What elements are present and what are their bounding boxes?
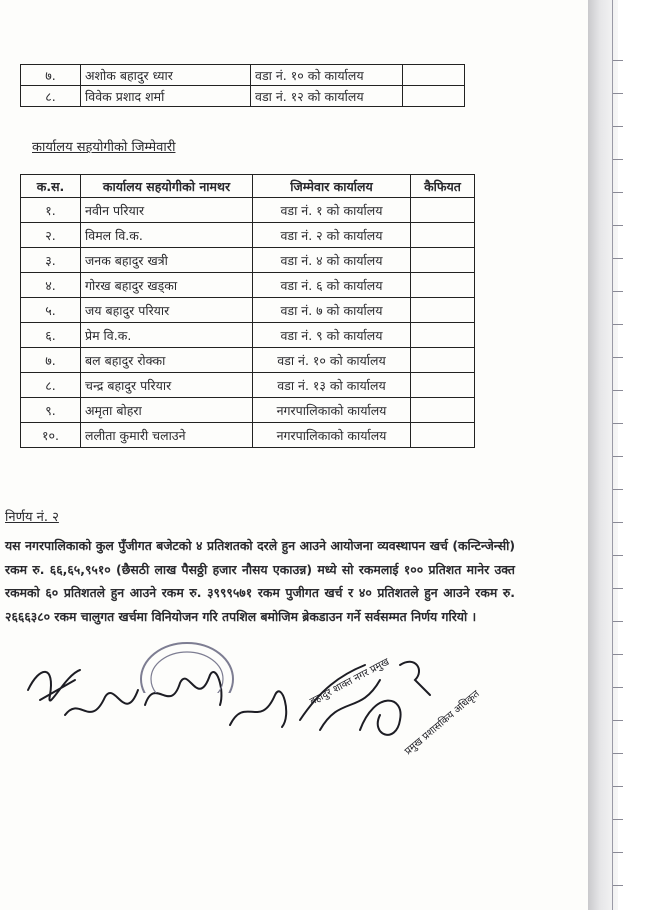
name-cell: बल बहादुर रोक्का: [81, 348, 253, 373]
office-cell: वडा नं. २ को कार्यालय: [253, 223, 411, 248]
office-cell: वडा नं. ७ को कार्यालय: [253, 298, 411, 323]
margin-tick: [613, 324, 623, 325]
serial-cell: ४.: [21, 273, 81, 298]
name-cell: विवेक प्रशाद शर्मा: [81, 86, 251, 107]
margin-tick: [613, 225, 623, 226]
name-cell: जनक बहादुर खत्री: [81, 248, 253, 273]
serial-cell: ८.: [21, 373, 81, 398]
margin-tick: [613, 60, 623, 61]
office-cell: वडा नं. १० को कार्यालय: [253, 348, 411, 373]
serial-cell: ३.: [21, 248, 81, 273]
margin-tick: [613, 522, 623, 523]
office-cell: वडा नं. ६ को कार्यालय: [253, 273, 411, 298]
remark-cell: [403, 65, 465, 86]
margin-tick: [613, 819, 623, 820]
office-cell: वडा नं. ४ को कार्यालय: [253, 248, 411, 273]
margin-tick: [613, 753, 623, 754]
table-row: [21, 423, 475, 448]
remark-cell: [411, 273, 475, 298]
column-header: क.स.: [21, 175, 81, 198]
table-row: [21, 348, 475, 373]
remark-cell: [411, 248, 475, 273]
page-edge-shadow: [588, 0, 618, 910]
signatures-drawing: [20, 635, 490, 775]
remark-cell: [411, 323, 475, 348]
decision-title: निर्णय नं. २: [5, 510, 59, 525]
binder-margin-rule: [612, 0, 613, 910]
margin-tick: [613, 489, 623, 490]
table-row: [21, 373, 475, 398]
table-row: [21, 223, 475, 248]
remark-cell: [411, 348, 475, 373]
office-stamp: [132, 635, 242, 693]
margin-tick: [613, 687, 623, 688]
name-cell: अमृता बोहरा: [81, 398, 253, 423]
office-cell: नगरपालिकाको कार्यालय: [253, 423, 411, 448]
margin-tick: [613, 852, 623, 853]
name-cell: नवीन परियार: [81, 198, 253, 223]
signature-caption: प्रमुख प्रशासकिय अधिकृत: [402, 688, 482, 758]
remark-cell: [411, 298, 475, 323]
serial-cell: ५.: [21, 298, 81, 323]
office-cell: वडा नं. ९ को कार्यालय: [253, 323, 411, 348]
remark-cell: [411, 223, 475, 248]
name-cell: अशोक बहादुर ध्यार: [81, 65, 251, 86]
remark-cell: [411, 373, 475, 398]
margin-tick: [613, 786, 623, 787]
assignment-table-continued: [20, 64, 465, 107]
margin-tick: [613, 621, 623, 622]
name-cell: प्रेम वि.क.: [81, 323, 253, 348]
column-header: कार्यालय सहयोगीको नामथर: [81, 175, 253, 198]
table-row: [21, 86, 465, 107]
remark-cell: [411, 198, 475, 223]
serial-cell: १०.: [21, 423, 81, 448]
table-row: [21, 323, 475, 348]
margin-tick: [613, 423, 623, 424]
margin-tick: [613, 159, 623, 160]
margin-tick: [613, 588, 623, 589]
margin-tick: [613, 720, 623, 721]
name-cell: चन्द्र बहादुर परियार: [81, 373, 253, 398]
serial-cell: ६.: [21, 323, 81, 348]
name-cell: ललीता कुमारी चलाउने: [81, 423, 253, 448]
serial-cell: ७.: [21, 348, 81, 373]
serial-cell: ९.: [21, 398, 81, 423]
name-cell: गोरख बहादुर खड्का: [81, 273, 253, 298]
serial-cell: १.: [21, 198, 81, 223]
signature-area: [20, 635, 490, 775]
table-row: [21, 398, 475, 423]
table-row: [21, 198, 475, 223]
margin-tick: [613, 456, 623, 457]
margin-tick: [613, 192, 623, 193]
office-cell: वडा नं. १३ को कार्यालय: [253, 373, 411, 398]
margin-tick: [613, 555, 623, 556]
office-assistant-table: [20, 174, 475, 448]
margin-tick: [613, 258, 623, 259]
remark-cell: [411, 423, 475, 448]
serial-cell: २.: [21, 223, 81, 248]
decision-paragraph: यस नगरपालिकाको कुल पुँजीगत बजेटको ४ प्रतिशतको दरले हुन आउने आयोजना व्यवस्थापन खर्च (कन्टिन्जेन्सी) रकम रु. ६६,६५,९५१० (छैसठी लाख पैसठ्ठी हजार नौसय एकाउन्न) मध्ये सो रकमलाई १०० प्रतिशत मानेर उक्त रकमको ६० प्रतिशतले हुन आउने रकम रु. ३९९९५७१ रकम पुजीगत खर्च र ४० प्रतिशतले हुन आउने रकम रु. २६६६३८० रकम चालुगत खर्चमा विनियोजन गरि तपशिल बमोजिम ब्रेकडाउन गर्ने सर्वसम्मत निर्णय गरियो ।: [5, 538, 515, 624]
margin-tick: [613, 93, 623, 94]
name-cell: विमल वि.क.: [81, 223, 253, 248]
table-header-row: [21, 175, 475, 198]
signature-caption: बहादुर शाक्त नगर प्रमुख: [308, 656, 392, 708]
serial-cell: ७.: [21, 65, 81, 86]
column-header: जिम्मेवार कार्यालय: [253, 175, 411, 198]
serial-cell: ८.: [21, 86, 81, 107]
margin-tick: [613, 885, 623, 886]
office-cell: वडा नं. १ को कार्यालय: [253, 198, 411, 223]
remark-cell: [403, 86, 465, 107]
section-heading: कार्यालय सहयोगीको जिम्मेवारी: [32, 140, 176, 155]
table-row: [21, 248, 475, 273]
margin-tick: [613, 390, 623, 391]
table-row: [21, 273, 475, 298]
table-row: [21, 65, 465, 86]
table-row: [21, 298, 475, 323]
margin-tick: [613, 654, 623, 655]
column-header: कैफियत: [411, 175, 475, 198]
office-cell: वडा नं. १० को कार्यालय: [251, 65, 403, 86]
office-cell: नगरपालिकाको कार्यालय: [253, 398, 411, 423]
margin-tick: [613, 291, 623, 292]
name-cell: जय बहादुर परियार: [81, 298, 253, 323]
office-cell: वडा नं. १२ को कार्यालय: [251, 86, 403, 107]
remark-cell: [411, 398, 475, 423]
margin-tick: [613, 357, 623, 358]
margin-tick: [613, 126, 623, 127]
